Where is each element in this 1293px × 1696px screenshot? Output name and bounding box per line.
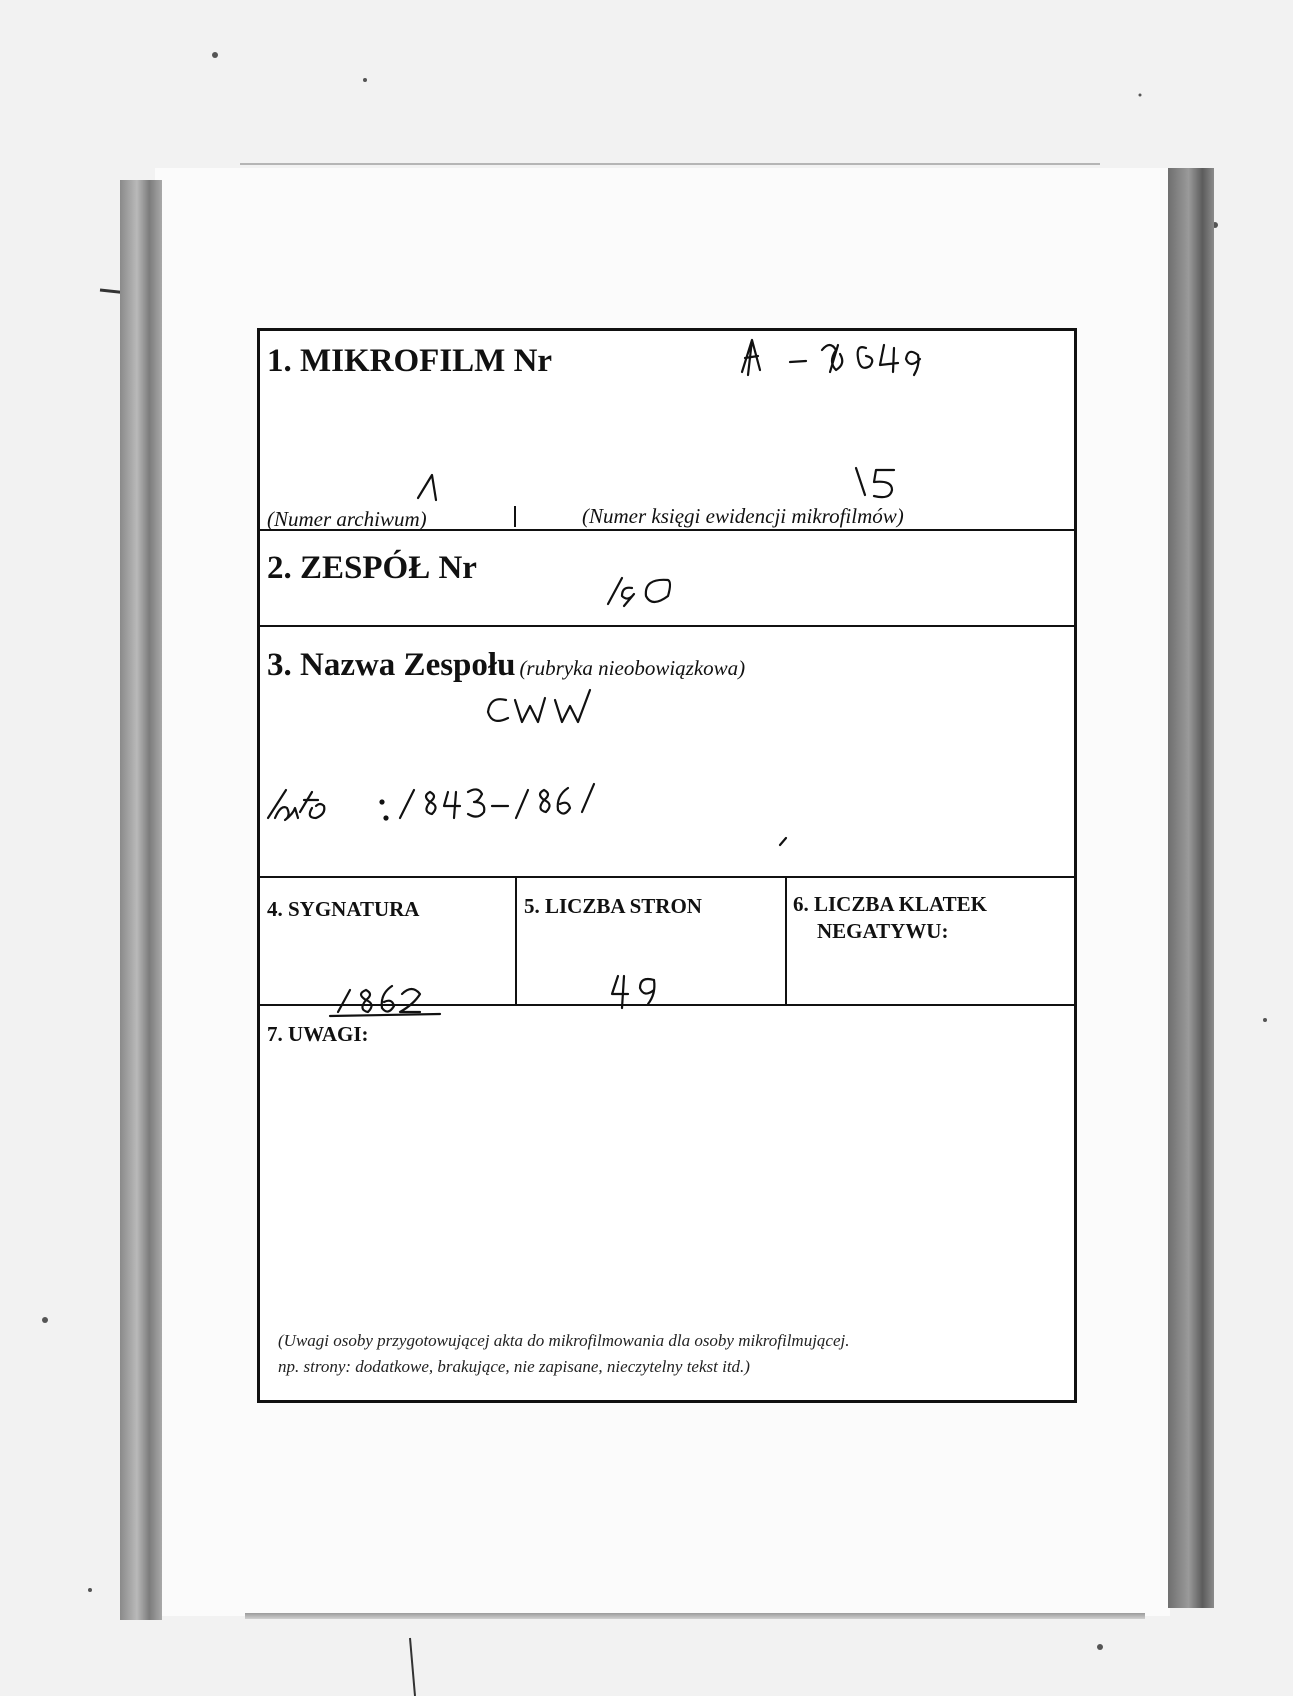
- handwritten-years: [268, 784, 786, 845]
- field-7-label: 7. UWAGI:: [267, 1022, 369, 1046]
- handwritten-page-count: [612, 976, 654, 1008]
- handwritten-ledger-number: [856, 468, 894, 497]
- ledger-number-label: (Numer księgi ewidencji mikrofilmów): [582, 504, 904, 528]
- handwritten-fond-number: [608, 578, 670, 606]
- field-7-note-line2: np. strony: dodatkowe, brakujące, nie zapisane, nieczytelny tekst itd.): [278, 1357, 750, 1376]
- field-3-note: (rubryka nieobowiązkowa): [519, 656, 746, 680]
- handwritten-microfilm-number: [742, 340, 920, 375]
- archive-number-label: (Numer archiwum): [267, 507, 427, 531]
- field-4-label: 4. SYGNATURA: [267, 897, 420, 921]
- handwritten-archive-number: [418, 475, 436, 500]
- field-5-label: 5. LICZBA STRON: [524, 894, 702, 918]
- field-1-label: 1. MIKROFILM Nr: [267, 343, 553, 379]
- field-6-label-line2: NEGATYWU:: [817, 919, 949, 943]
- handwritten-signature-number: [330, 986, 440, 1016]
- field-2-label: 2. ZESPÓŁ Nr: [267, 550, 477, 586]
- field-3-label: 3. Nazwa Zespołu: [267, 647, 516, 683]
- field-7-note-line1: (Uwagi osoby przygotowującej akta do mikrofilmowania dla osoby mikrofilmującej.: [278, 1331, 850, 1350]
- handwritten-fond-name: [488, 690, 590, 722]
- field-6-label-line1: 6. LICZBA KLATEK: [793, 892, 987, 916]
